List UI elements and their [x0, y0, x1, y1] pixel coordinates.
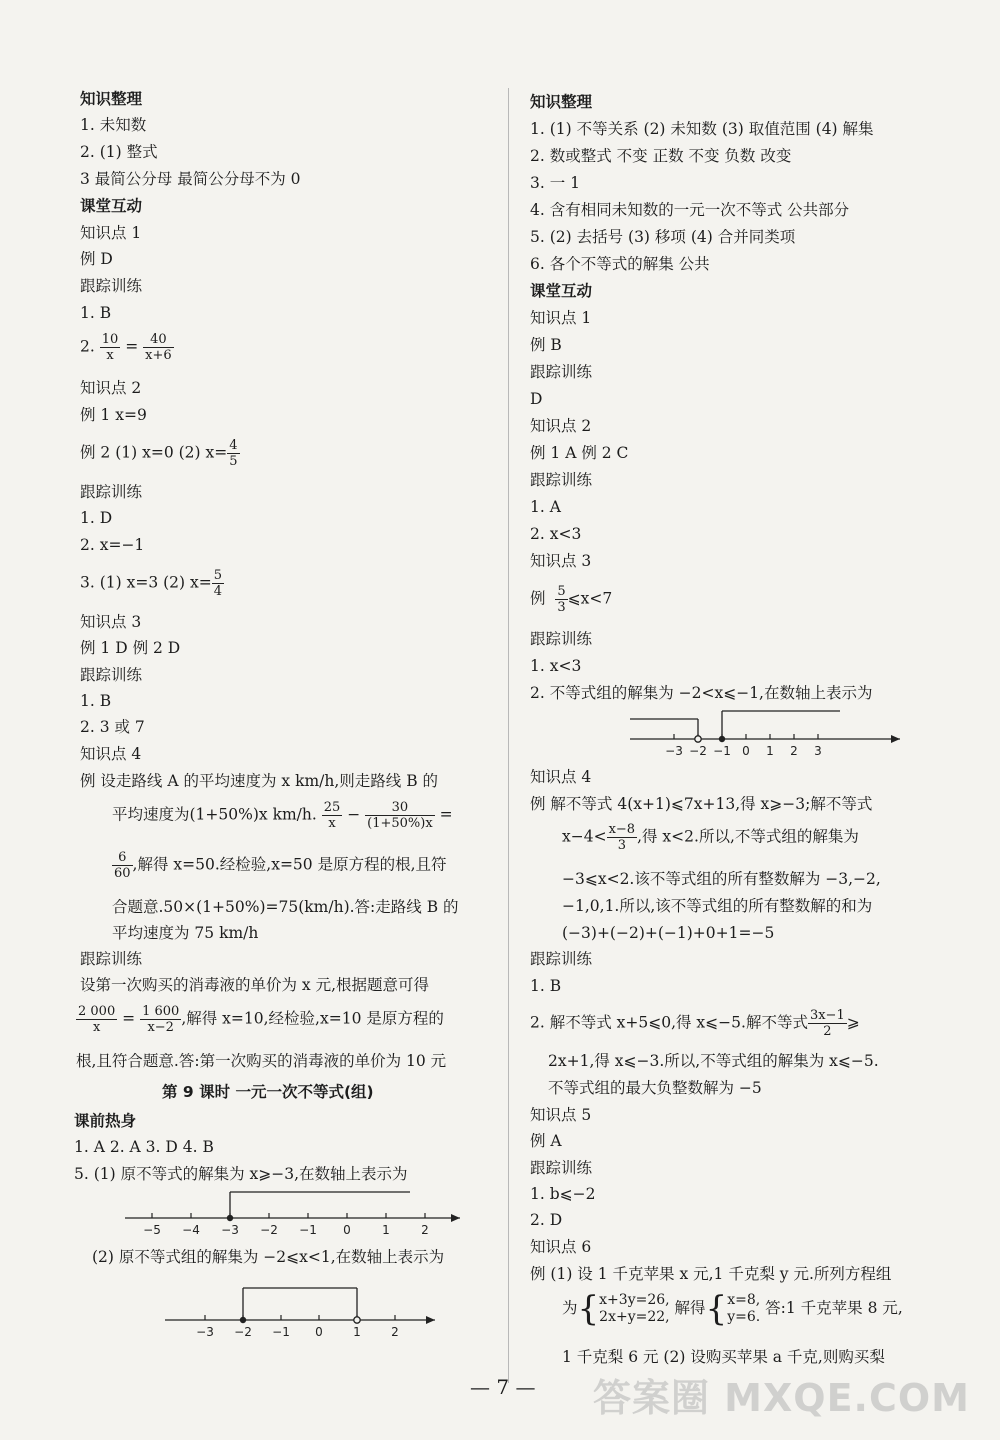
answer-fraction-eq: 2. $\frac{10}{x}$ = $\frac{40}{x+6}$	[80, 332, 172, 363]
tick-label: 0	[315, 1325, 323, 1339]
text-line: 2. (1) 整式	[80, 143, 158, 161]
example-line: 为{ x+3y=26, 2x+y=22, 解得{ x=8, y=6. 答:1 千克苹果 8 元,	[562, 1289, 903, 1329]
heading-knowledge: 知识整理	[80, 90, 143, 108]
knowledge-point: 知识点 5	[530, 1106, 592, 1124]
heading-tracking: 跟踪训练	[530, 630, 593, 648]
number-line-2	[160, 1270, 440, 1342]
lesson-title: 第 9 课时 一元一次不等式(组)	[162, 1083, 374, 1101]
answer-line: 2x+1,得 x⩽−3.所以,不等式组的解集为 x⩽−5.	[548, 1052, 879, 1070]
text-line: 1. (1) 不等关系 (2) 未知数 (3) 取值范围 (4) 解集	[530, 120, 874, 138]
heading-tracking: 跟踪训练	[530, 950, 593, 968]
tick-label: 0	[343, 1223, 351, 1237]
open-dot	[695, 736, 701, 742]
answer: 2. 解不等式 x+5⩽0,得 x⩽−5.解不等式 $\frac{3x-1}{2}$ ⩾	[530, 1008, 860, 1039]
answer: 1. A 2. A 3. D 4. B	[74, 1138, 214, 1156]
answer: 1. b⩽−2	[530, 1185, 596, 1203]
example-line: 合题意.50×(1+50%)=75(km/h).答:走路线 B 的	[112, 898, 459, 916]
closed-dot	[227, 1215, 233, 1221]
tick-label: 1	[766, 744, 774, 758]
heading-class-interaction: 课堂互动	[80, 197, 143, 215]
knowledge-point: 知识点 6	[530, 1238, 592, 1256]
axis-arrow	[891, 735, 900, 743]
answer: 2. D	[530, 1211, 563, 1229]
tick-label: −2	[689, 744, 707, 758]
closed-dot	[240, 1317, 246, 1323]
example: 例 2 (1) x=0 (2) x= $\frac{4}{5}$	[80, 438, 238, 469]
tick-label: −2	[234, 1325, 252, 1339]
text-line: 4. 含有相同未知数的一元一次不等式 公共部分	[530, 201, 850, 219]
number-line-1	[120, 1188, 465, 1240]
text-line: 5. (2) 去括号 (3) 移项 (4) 合并同类项	[530, 228, 796, 246]
text-line: 1. 未知数	[80, 116, 147, 134]
example-line: $\frac{6}{60}$ ,解得 x=50.经检验,x=50 是原方程的根,且符	[114, 850, 447, 881]
answer: 2. x<3	[530, 525, 582, 543]
heading-tracking: 跟踪训练	[530, 471, 593, 489]
tick-label: 2	[391, 1325, 399, 1339]
heading-tracking: 跟踪训练	[80, 950, 143, 968]
text-line: 3 最简公分母 最简公分母不为 0	[80, 170, 301, 188]
example: 例 (1) 设 1 千克苹果 x 元,1 千克梨 y 元.所列方程组	[530, 1265, 892, 1283]
answer: 1. x<3	[530, 657, 582, 675]
example: 例 解不等式 4(x+1)⩽7x+13,得 x⩾−3;解不等式	[530, 795, 873, 813]
answer: 1. B	[80, 692, 112, 710]
knowledge-point: 知识点 4	[530, 768, 592, 786]
tick-label: 1	[382, 1223, 390, 1237]
answer: 1. A	[530, 498, 561, 516]
tick-label: −4	[182, 1223, 200, 1237]
column-divider	[508, 88, 509, 1383]
answer: 5. (1) 原不等式的解集为 x⩾−3,在数轴上表示为	[74, 1165, 408, 1183]
heading-warmup: 课前热身	[74, 1112, 137, 1130]
tick-label: −2	[260, 1223, 278, 1237]
tick-label: −1	[713, 744, 731, 758]
knowledge-point: 知识点 1	[530, 309, 592, 327]
example-line: −1,0,1.所以,该不等式组的所有整数解的和为	[562, 897, 873, 915]
tick-label: −3	[196, 1325, 214, 1339]
open-dot	[354, 1317, 360, 1323]
example: 例 A	[530, 1132, 562, 1150]
tick-label: 2	[421, 1223, 429, 1237]
tick-label: 1	[353, 1325, 361, 1339]
example: 例 D	[80, 250, 113, 268]
axis-arrow	[426, 1316, 435, 1324]
heading-tracking: 跟踪训练	[530, 1159, 593, 1177]
example-line: 平均速度为(1+50%)x km/h. $\frac{25}{x}$ − $\frac{30}{(1+50\%)x}$ =	[112, 800, 453, 831]
axis-arrow	[451, 1214, 460, 1222]
heading-tracking: 跟踪训练	[80, 666, 143, 684]
example: 例 1 x=9	[80, 406, 147, 424]
watermark-logo: 答案圈 MXQE.COM	[592, 1376, 970, 1420]
knowledge-point: 知识点 1	[80, 224, 142, 242]
knowledge-point: 知识点 4	[80, 745, 142, 763]
answer: $\frac{2 000}{x}$ = $\frac{1 600}{x-2}$ ,解得 x=10,经检验,x=10 是原方程的	[78, 1004, 444, 1035]
page-number: — 7 —	[470, 1375, 536, 1399]
heading-tracking: 跟踪训练	[80, 483, 143, 501]
tick-label: −3	[665, 744, 683, 758]
answer: 2. x=−1	[80, 536, 145, 554]
example: 例 B	[530, 336, 562, 354]
answer: 1. B	[80, 304, 112, 322]
knowledge-point: 知识点 3	[80, 613, 142, 631]
text-line: 2. 数或整式 不变 正数 不变 负数 改变	[530, 147, 792, 165]
example-line: (−3)+(−2)+(−1)+0+1=−5	[562, 924, 775, 942]
example-line: 平均速度为 75 km/h	[112, 924, 259, 942]
example: 例 1 D 例 2 D	[80, 639, 181, 657]
tick-label: −1	[272, 1325, 290, 1339]
heading-knowledge: 知识整理	[530, 93, 593, 111]
knowledge-point: 知识点 2	[80, 379, 142, 397]
answer: 2. 不等式组的解集为 −2<x⩽−1,在数轴上表示为	[530, 684, 873, 702]
answer: D	[530, 390, 543, 408]
tick-label: −1	[299, 1223, 317, 1237]
example-line: 1 千克梨 6 元 (2) 设购买苹果 a 千克,则购买梨	[562, 1348, 885, 1366]
tick-label: −3	[221, 1223, 239, 1237]
answer-line: 不等式组的最大负整数解为 −5	[548, 1079, 762, 1097]
example: 例 1 A 例 2 C	[530, 444, 629, 462]
example-line: −3⩽x<2.该不等式组的所有整数解为 −3,−2,	[562, 870, 881, 888]
example: 例 $\frac{5}{3}$ ⩽x<7	[530, 584, 613, 615]
heading-tracking: 跟踪训练	[80, 277, 143, 295]
tick-label: 2	[790, 744, 798, 758]
knowledge-point: 知识点 2	[530, 417, 592, 435]
answer: 根,且符合题意.答:第一次购买的消毒液的单价为 10 元	[76, 1052, 447, 1070]
closed-dot	[719, 736, 725, 742]
heading-tracking: 跟踪训练	[530, 363, 593, 381]
tick-label: 0	[742, 744, 750, 758]
answer: 1. D	[80, 509, 113, 527]
heading-class-interaction: 课堂互动	[530, 282, 593, 300]
tick-label: 3	[814, 744, 822, 758]
answer: 3. (1) x=3 (2) x= $\frac{5}{4}$	[80, 568, 223, 599]
example: 例 设走路线 A 的平均速度为 x km/h,则走路线 B 的	[80, 772, 439, 790]
answer: (2) 原不等式组的解集为 −2⩽x<1,在数轴上表示为	[92, 1248, 445, 1266]
knowledge-point: 知识点 3	[530, 552, 592, 570]
number-line-3	[625, 703, 905, 765]
answer: 2. 3 或 7	[80, 718, 145, 736]
text-line: 3. 一 1	[530, 174, 581, 192]
tick-label: −5	[143, 1223, 161, 1237]
text-line: 6. 各个不等式的解集 公共	[530, 255, 710, 273]
answer: 1. B	[530, 977, 562, 995]
example-line: x−4< $\frac{x-8}{3}$ ,得 x<2.所以,不等式组的解集为	[562, 822, 859, 853]
answer: 设第一次购买的消毒液的单价为 x 元,根据题意可得	[80, 976, 430, 994]
